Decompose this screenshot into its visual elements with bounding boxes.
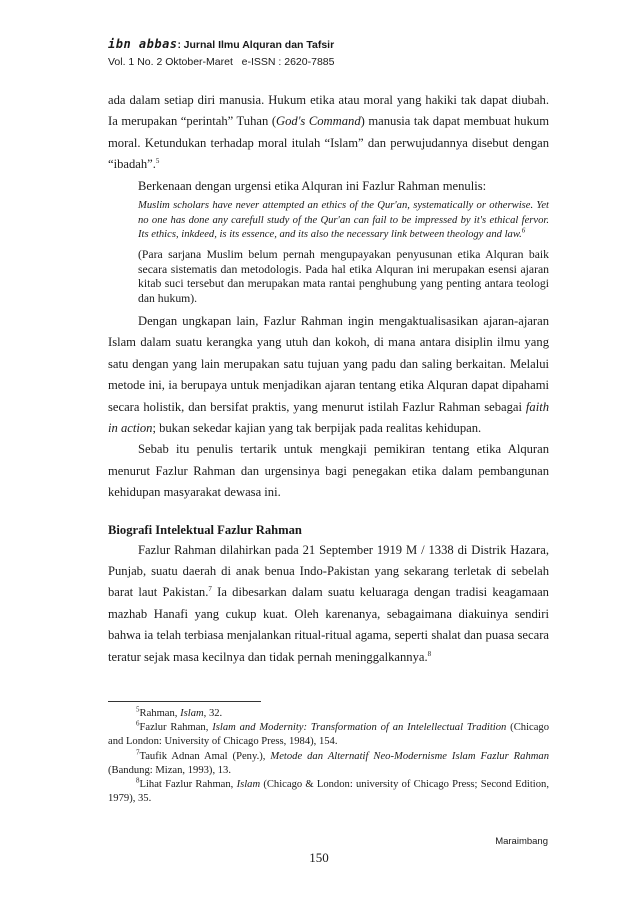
paragraph: ada dalam setiap diri manusia. Hukum etika atau moral yang hakiki tak dapat diubah. Ia merupakan “perintah” Tuhan (God's Command) manusia tak dapat membuat hukum moral. Ketundukan terhadap moral itulah “Islam” dan perwujudannya disebut dengan “ibadah”.$^5$ [108, 93, 549, 172]
paragraph: Dengan ungkapan lain, Fazlur Rahman ingin mengaktualisasikan ajaran-ajaran Islam dalam suatu kerangka yang utuh dan kokoh, di mana antara disiplin ilmu yang satu dengan yang lain merupakan satu tujuan yang padu dan saling berkaitan. Melalui metode ini, ia berupaya untuk menjadikan ajaran tentang etika Alquran dapat dipahami secara holistik, dan bersifat praktis, yang menurut istilah Fazlur Rahman sebagai faith in action; bukan sekedar kajian yang tak berpijak pada realitas kehidupan. [108, 314, 549, 436]
footnote: $^6$Fazlur Rahman, Islam and Modernity: Transformation of an Intelellectual Tradition (Chicago and London: University of Chicago Press, 1984), 154. [108, 719, 550, 748]
journal-name: Jurnal Ilmu Alquran dan Tafsir [183, 39, 335, 51]
header-separator: : [177, 39, 182, 51]
footnote-ref[interactable]: 8 [427, 649, 432, 658]
author-footer: Maraimbang [495, 836, 548, 847]
section-heading: Biografi Intelektual Fazlur Rahman [108, 522, 302, 537]
running-header [108, 37, 548, 69]
footnote: $^7$Taufik Adnan Amal (Peny.), Metode dan Alternatif Neo-Modernisme Islam Fazlur Rahman (Bandung: Mizan, 1993), 13. [108, 748, 549, 776]
emphasis: God's Command [276, 114, 361, 129]
volume-info: Vol. 1 No. 2 Oktober-Maret [108, 56, 233, 68]
journal-logo: ibn abbas [108, 37, 178, 51]
block-quote-english: Muslim scholars have never attempted an ethics of the Qur'an, systematically or otherwise. Yet no one has done any carefull study of the Qur'an can fail to be impressed by it's ethical fervor. Its ethics, inkdeed, is its essence, and its also the necessary link between theology and law.$^6$ [138, 200, 549, 241]
footnote-ref[interactable]: 7 [208, 585, 212, 594]
paragraph: Fazlur Rahman dilahirkan pada 21 September 1919 M / 1338 di Distrik Hazara, Punjab, suatu daerah di anak benua Indo-Pakistan yang sekarang terletak di sebelah barat laut Pakistan.$^7$ Ia dibesarkan dalam suatu keluaraga dengan tradisi keagamaan mazhab Hanafi yang cukup kuat. Oleh karenanya, sebagaimana diakuinya sendiri bahwa ia telah terbiasa menjalankan ritual-ritual agama, seperti shalat dan puasa secara teratur sejak masa kecilnya dan tidak pernah meninggalkannya.$^8$ [108, 542, 549, 664]
emphasis: faith in action [108, 399, 549, 436]
article-body [108, 90, 549, 668]
footnote-divider [108, 701, 261, 702]
paragraph: Sebab itu penulis tertarik untuk mengkaji pemikiran tentang etika Alquran menurut Fazlur Rahman dan urgensinya bagi penegakan etika dalam pembangunan kehidupan masyarakat dewasa ini. [108, 442, 549, 500]
page-number: 150 [309, 850, 329, 865]
footnote-ref[interactable]: 5 [155, 157, 160, 166]
block-quote-translation: (Para sarjana Muslim belum pernah mengupayakan penyusunan etika Alquran baik secara sistematis dan metodologis. Pada hal etika Alquran ini merupakan esensi ajaran kitab suci tersebut dan merupakan mata rantai penghubung yang penting antara teologi dan hukum). [138, 247, 549, 306]
journal-title-line [108, 37, 548, 53]
issn-info: e-ISSN : 2620-7885 [241, 56, 335, 68]
footnotes [108, 707, 549, 806]
footnote: $^8$Lihat Fazlur Rahman, Islam (Chicago & London: university of Chicago Press; Second Edition, 1979), 35. [108, 776, 549, 805]
paragraph: Berkenaan dengan urgensi etika Alquran ini Fazlur Rahman menulis: [138, 178, 487, 193]
volume-line [108, 55, 548, 69]
footnote-ref[interactable]: 6 [521, 226, 526, 235]
footnote: $^5$Rahman, Islam, 32. [136, 705, 223, 719]
